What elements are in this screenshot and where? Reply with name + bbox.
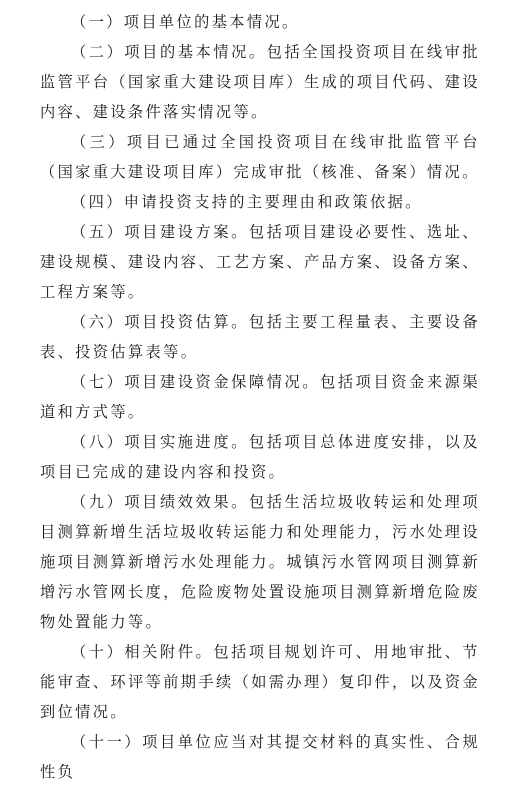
paragraph-9: （九）项目绩效效果。包括生活垃圾收转运和处理项目测算新增生活垃圾收转运能力和处理能力，污水处理设施项目测算新增污水处理能力。城镇污水管网项目测算新增污水管网长度，危险废物处置设施项目测算新增危险废物处置能力等。 [40,493,480,631]
paragraph-11: （十一）项目单位应当对其提交材料的真实性、合规性负 [40,733,480,781]
paragraph-7: （七）项目建设资金保障情况。包括项目资金来源渠道和方式等。 [40,373,480,421]
paragraph-1: （一）项目单位的基本情况。 [71,13,300,31]
paragraph-4: （四）申请投资支持的主要理由和政策依据。 [71,193,423,211]
paragraph-5: （五）项目建设方案。包括项目建设必要性、选址、建设规模、建设内容、工艺方案、产品方案、设备方案、工程方案等。 [40,223,480,301]
paragraph-10: （十）相关附件。包括项目规划许可、用地审批、节能审查、环评等前期手续（如需办理）复印件，以及资金到位情况。 [40,643,480,721]
paragraph-6: （六）项目投资估算。包括主要工程量表、主要设备表、投资估算表等。 [40,313,480,361]
paragraph-8: （八）项目实施进度。包括项目总体进度安排，以及项目已完成的建设内容和投资。 [40,433,480,481]
paragraph-2: （二）项目的基本情况。包括全国投资项目在线审批监管平台（国家重大建设项目库）生成的项目代码、建设内容、建设条件落实情况等。 [40,43,480,121]
paragraph-3: （三）项目已通过全国投资项目在线审批监管平台（国家重大建设项目库）完成审批（核准、备案）情况。 [40,133,480,181]
